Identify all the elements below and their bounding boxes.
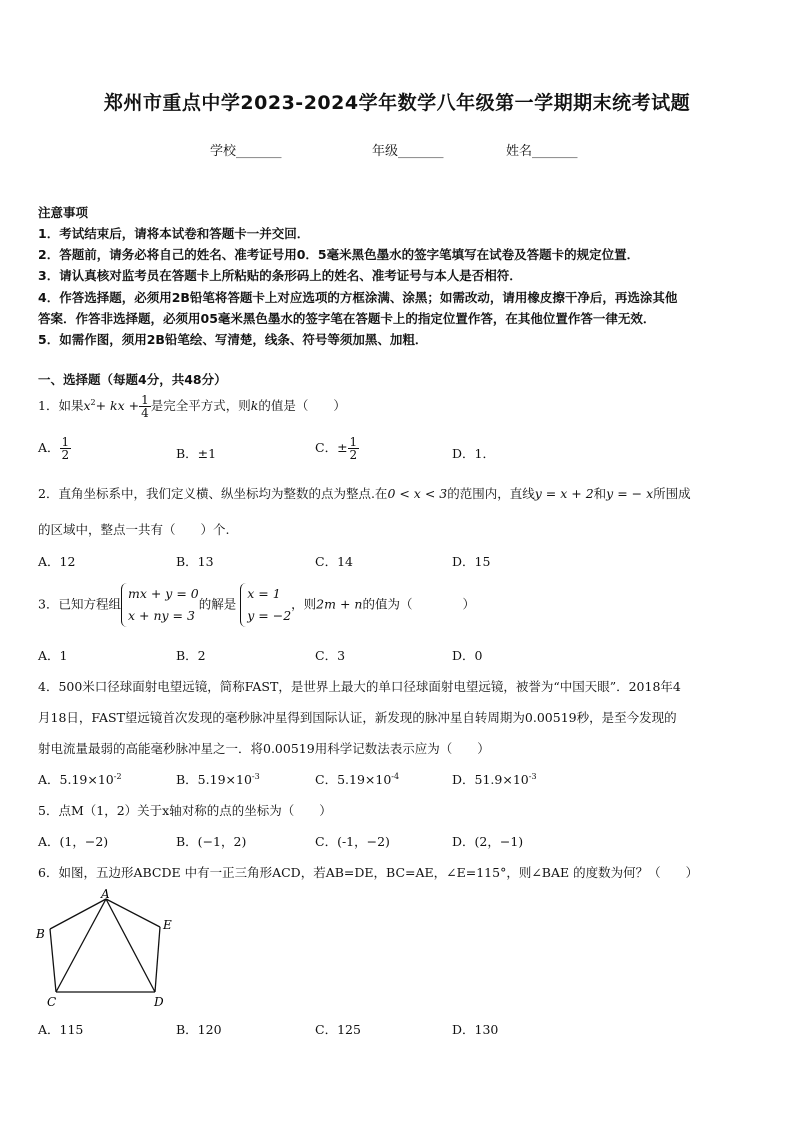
notice-item: 1．考试结束后，请将本试卷和答题卡一并交回． <box>38 226 310 241</box>
vertex-label-e: E <box>163 918 172 932</box>
q1-option-c[interactable] <box>315 436 359 461</box>
notice-item: 3．请认真核对监考员在答题卡上所粘贴的条形码上的姓名、准考证号与本人是否相符． <box>38 268 522 283</box>
q4-option-c[interactable] <box>315 770 399 788</box>
question-4-stem-cont: 月18日，FAST望远镜首次发现的毫秒脉冲星得到国际认证，新发现的脉冲星自转周期为0.00519秒，是至今发现的 <box>38 710 677 725</box>
q1-prefix: 1．如果 <box>38 398 84 413</box>
q2-option-c[interactable]: C．14 <box>315 554 353 569</box>
option-text: A．5.19×10 <box>38 772 114 787</box>
q2-option-b[interactable]: B．13 <box>176 554 214 569</box>
edge-bc <box>50 929 56 992</box>
q1-suffix: 是完全平方式，则 <box>150 398 251 413</box>
q3-system-2 <box>240 583 291 627</box>
q6-option-b[interactable]: B．120 <box>176 1022 222 1037</box>
school-field[interactable]: 学校_______ <box>210 144 282 159</box>
question-2-stem <box>38 484 691 502</box>
q1-fraction <box>139 394 151 419</box>
question-3-stem <box>38 583 475 627</box>
q3-text: 的解是 <box>198 596 237 612</box>
q3-system-1 <box>121 583 199 627</box>
section-heading: 一、选择题（每题4分，共48分） <box>38 372 227 387</box>
pentagon-figure <box>30 884 190 1012</box>
q2-line-2: y = − x <box>606 486 654 501</box>
q2-text: 和 <box>593 486 607 501</box>
q6-option-d[interactable]: D．130 <box>452 1022 499 1037</box>
notice-item: 5．如需作图，须用2B铅笔绘、写清楚，线条、符号等须加黑、加粗． <box>38 332 428 347</box>
grade-field[interactable]: 年级_______ <box>372 144 444 159</box>
q1-option-a-fraction <box>60 436 72 461</box>
option-text: D．51.9×10 <box>452 772 529 787</box>
q1-option-b[interactable]: B．±1 <box>176 446 217 461</box>
q3-text: 3．已知方程组 <box>38 596 121 612</box>
edge-ad <box>106 899 155 992</box>
q4-option-a[interactable] <box>38 770 122 788</box>
option-text: B．5.19×10 <box>176 772 252 787</box>
notice-heading: 注意事项 <box>38 205 89 220</box>
option-exponent: -4 <box>391 771 400 781</box>
q3-text: 的值为（ ） <box>362 596 475 612</box>
q2-option-d[interactable]: D．15 <box>452 554 491 569</box>
q1-var: k <box>250 398 259 413</box>
q2-option-a[interactable]: A．12 <box>38 554 76 569</box>
q3-eq: x + ny = 3 <box>127 608 195 623</box>
q4-option-b[interactable] <box>176 770 260 788</box>
vertex-label-d: D <box>154 995 164 1009</box>
notice-item: 2．答题前，请务必将自己的姓名、准考证号用0．5毫米黑色墨水的签字笔填写在试卷及答题卡的规定位置． <box>38 247 640 262</box>
vertex-label-b: B <box>36 927 45 941</box>
q1-option-a[interactable] <box>38 436 71 461</box>
q6-option-a[interactable]: A．115 <box>38 1022 84 1037</box>
q5-option-b[interactable]: B．(−1，2) <box>176 834 247 849</box>
q2-text: 所围成 <box>653 486 691 501</box>
q1-option-c-fraction <box>348 436 360 461</box>
q2-text: 2．直角坐标系中，我们定义横、纵坐标均为整数的点为整点.在 <box>38 486 388 501</box>
question-4-stem-cont: 射电流量最弱的高能毫秒脉冲星之一．将0.00519用科学记数法表示应为（ ） <box>38 741 490 756</box>
q2-inequality: 0 < x < 3 <box>387 486 448 501</box>
q3-option-c[interactable]: C．3 <box>315 648 346 663</box>
q2-line-1: y = x + 2 <box>534 486 594 501</box>
option-exponent: -3 <box>251 771 260 781</box>
option-exponent: -3 <box>528 771 537 781</box>
q3-eq: y = −2 <box>247 608 292 623</box>
question-6-stem: 6．如图，五边形ABCDE 中有一正三角形ACD，若AB=DE，BC=AE，∠E=115°，则∠BAE 的度数为何？（ ） <box>38 865 699 880</box>
q2-text: 的范围内，直线 <box>447 486 535 501</box>
option-text: C．5.19×10 <box>315 772 392 787</box>
q1-frac-num: 1 <box>141 393 149 407</box>
name-field[interactable]: 姓名_______ <box>506 144 578 159</box>
q3-eq: x = 1 <box>247 586 281 601</box>
q1-suffix-end: 的值是（ ） <box>258 398 346 413</box>
q3-text: ，则 <box>291 596 317 612</box>
q3-option-a[interactable]: A．1 <box>38 648 68 663</box>
q1-option-a-label: A． <box>38 440 60 455</box>
vertex-label-c: C <box>47 995 57 1009</box>
notice-item: 答案．作答非选择题，必须用05毫米黑色墨水的签字笔在答题卡上的指定位置作答，在其他位置作答一律无效． <box>38 311 656 326</box>
frac-den: 2 <box>349 448 358 462</box>
q1-option-d[interactable]: D．1． <box>452 446 495 461</box>
notice-item: 4．作答选择题，必须用2B铅笔将答题卡上对应选项的方框涂满、涂黑；如需改动，请用橡皮擦干净后，再选涂其他 <box>38 290 678 305</box>
q3-eq: mx + y = 0 <box>127 586 199 601</box>
vertex-label-a: A <box>101 887 110 901</box>
q1-expr: + kx + <box>95 398 140 413</box>
q4-option-d[interactable] <box>452 770 537 788</box>
q5-option-a[interactable]: A．(1，−2) <box>38 834 109 849</box>
question-1-stem <box>38 394 346 419</box>
q3-option-b[interactable]: B．2 <box>176 648 206 663</box>
frac-den: 2 <box>61 448 70 462</box>
q1-option-c-label: C．± <box>315 440 348 455</box>
question-5-stem: 5．点M（1，2）关于x轴对称的点的坐标为（ ） <box>38 803 332 818</box>
frac-num: 1 <box>61 435 70 449</box>
q1-exponent: 2 <box>90 397 96 407</box>
page-title: 郑州市重点中学2023-2024学年数学八年级第一学期期末统考试题 <box>103 92 691 114</box>
q6-option-c[interactable]: C．125 <box>315 1022 361 1037</box>
q5-option-c[interactable]: C．(-1，−2) <box>315 834 390 849</box>
q1-x: x <box>83 398 91 413</box>
option-exponent: -2 <box>113 771 122 781</box>
q5-option-d[interactable]: D．(2，−1) <box>452 834 524 849</box>
q3-option-d[interactable]: D．0 <box>452 648 483 663</box>
q3-expr: 2m + n <box>316 596 363 612</box>
edge-de <box>155 927 160 992</box>
q1-frac-den: 4 <box>141 406 149 420</box>
question-2-stem-cont: 的区域中，整点一共有（ ）个. <box>38 522 230 537</box>
frac-num: 1 <box>349 435 358 449</box>
question-4-stem: 4．500米口径球面射电望远镜，简称FAST，是世界上最大的单口径球面射电望远镜，被誉为“中国天眼”．2018年4 <box>38 679 681 694</box>
